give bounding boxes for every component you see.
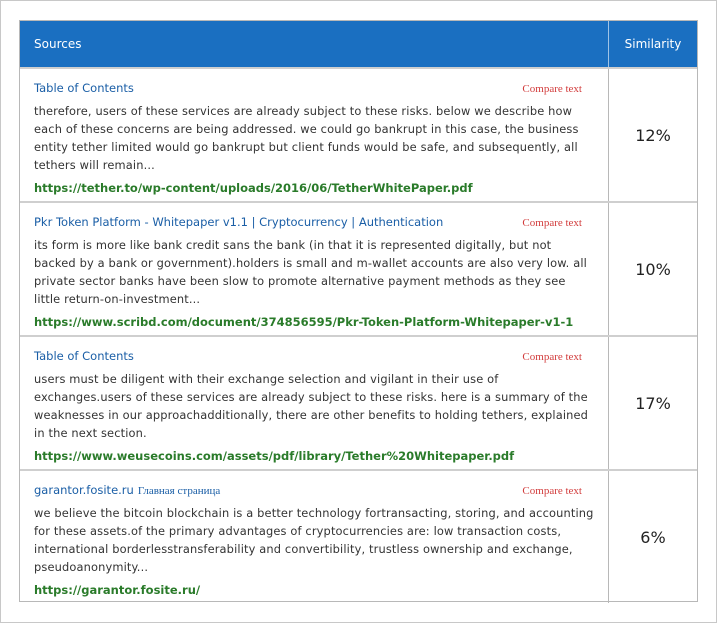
source-title[interactable]: Table of Contents [34, 81, 134, 95]
source-cell [20, 203, 609, 335]
compare-text-link[interactable]: Compare text [522, 485, 582, 497]
sources-column-header: Sources [20, 21, 609, 67]
compare-text-link[interactable]: Compare text [522, 83, 582, 95]
source-title[interactable]: garantor.fosite.ru Главная страница [34, 483, 221, 497]
source-title[interactable]: Table of Contents [34, 349, 134, 363]
similarity-column-header: Similarity [624, 37, 682, 51]
source-snippet: therefore, users of these services are already subject to these risks. below we describe how each of these concerns are being addressed. we could go bankrupt in this case, the business entity tether limited would go bankrupt but client funds would be safe, and subsequently, all tethers will remain... [34, 104, 579, 172]
source-url[interactable]: https://www.weusecoins.com/assets/pdf/library/Tether%20Whitepaper.pdf [34, 449, 515, 463]
source-cell [20, 471, 609, 603]
source-cell [20, 337, 609, 469]
source-snippet: its form is more like bank credit sans the bank (in that it is represented digitally, but not backed by a bank or government).holders is small and m-wallet accounts are also very low. all private sector banks have been slow to promote alternative payment methods as they see little return-on-investment... [34, 238, 587, 306]
similarity-value: 10% [635, 259, 671, 279]
compare-text-link[interactable]: Compare text [522, 217, 582, 229]
source-url[interactable]: https://garantor.fosite.ru/ [34, 583, 201, 597]
source-snippet: we believe the bitcoin blockchain is a better technology fortransacting, storing, and accounting for these assets.of the primary advantages of cryptocurrencies are: low transaction costs, international borderlesstransferability and convertibility, trustless ownership and exchange, pseudoanonymity... [34, 506, 594, 574]
sources-table [19, 20, 698, 602]
compare-text-link[interactable]: Compare text [522, 351, 582, 363]
source-url[interactable]: https://tether.to/wp-content/uploads/2016/06/TetherWhitePaper.pdf [34, 181, 473, 195]
table-row [20, 335, 697, 469]
similarity-value: 17% [635, 393, 671, 413]
source-subtitle: Главная страница [137, 485, 221, 497]
similarity-value: 12% [635, 125, 671, 145]
source-title[interactable]: Pkr Token Platform - Whitepaper v1.1 | Cryptocurrency | Authentication [34, 215, 444, 229]
source-snippet: users must be diligent with their exchange selection and vigilant in their use of exchanges.users of these services are already subject to these risks. here is a summary of the weaknesses in our approachadditionally, there are other benefits to holding tethers, explained in the next section. [34, 372, 589, 440]
source-cell [20, 69, 609, 201]
table-row [20, 67, 697, 201]
table-row [20, 201, 697, 335]
table-row [20, 469, 697, 603]
table-header [20, 21, 697, 67]
source-url[interactable]: https://www.scribd.com/document/374856595/Pkr-Token-Platform-Whitepaper-v1-1 [34, 315, 574, 329]
similarity-value: 6% [640, 527, 666, 547]
